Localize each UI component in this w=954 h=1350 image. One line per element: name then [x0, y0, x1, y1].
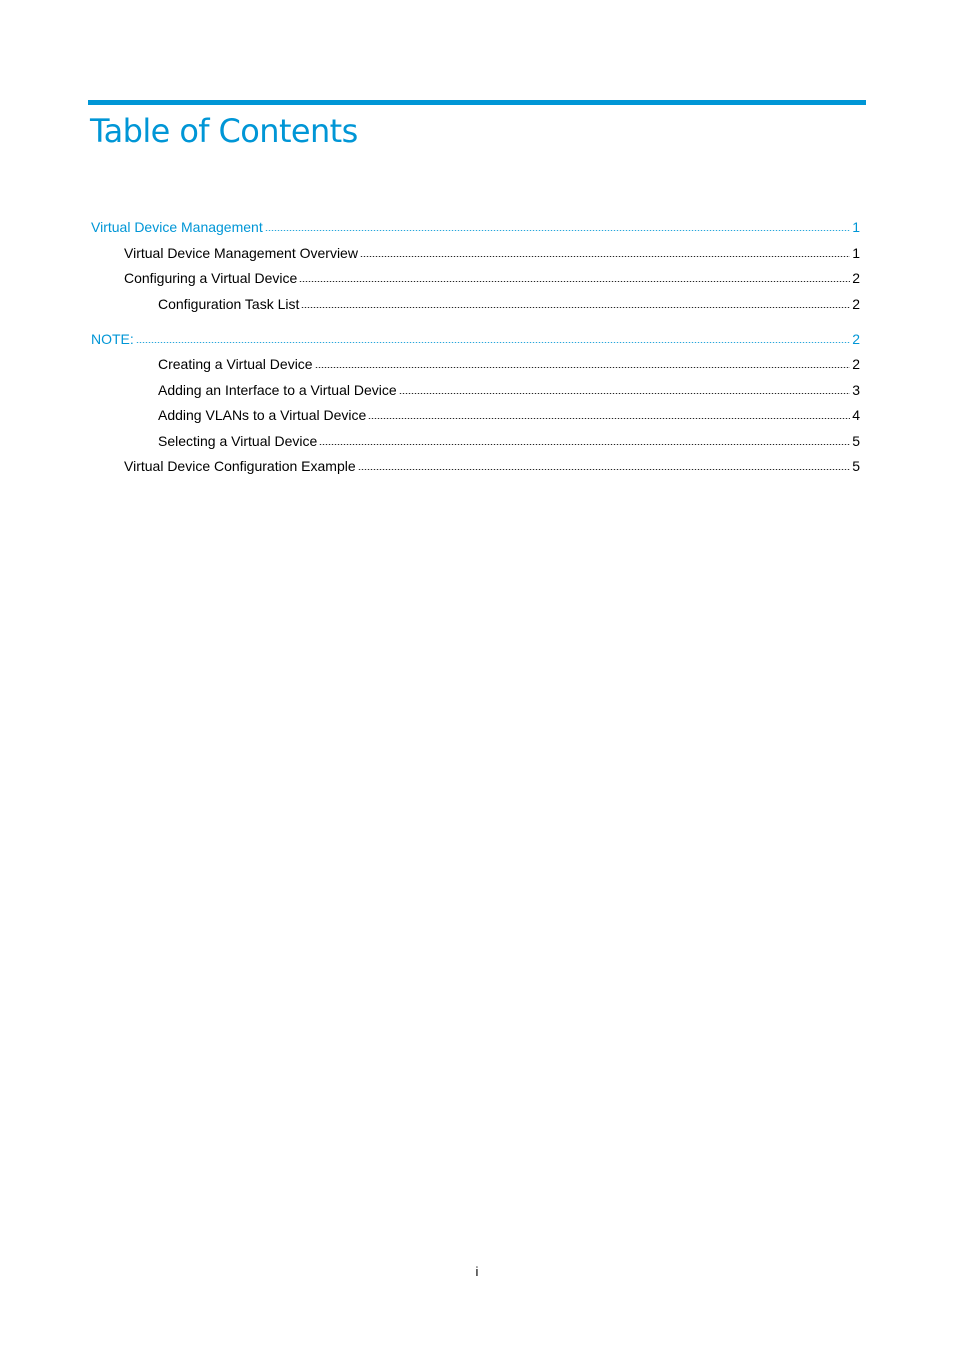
toc-entry-configuration-task-list[interactable] — [158, 295, 860, 313]
toc-entry-page: 1 — [852, 245, 860, 261]
toc-entry-label: Virtual Device Configuration Example — [124, 458, 356, 474]
toc-entry-adding-vlans[interactable] — [158, 406, 860, 424]
toc-entry-page: 5 — [852, 458, 860, 474]
toc-dot-leader — [315, 367, 851, 368]
toc-entry-label: Virtual Device Management Overview — [124, 245, 358, 261]
toc-entry-label: Configuration Task List — [158, 296, 300, 312]
toc-entry-virtual-device-management[interactable] — [91, 218, 860, 236]
toc-entry-page: 2 — [852, 331, 860, 347]
toc-entry-label: Configuring a Virtual Device — [124, 270, 298, 286]
toc-entry-page: 2 — [852, 296, 860, 312]
toc-dot-leader — [360, 256, 850, 257]
toc-dot-leader — [136, 342, 850, 343]
toc-entry-page: 4 — [852, 407, 860, 423]
toc-entry-label: Virtual Device Management — [91, 219, 263, 235]
toc-entry-page: 1 — [852, 219, 860, 235]
toc-entry-label: Selecting a Virtual Device — [158, 433, 318, 449]
page-title: Table of Contents — [90, 112, 358, 150]
toc-dot-leader — [301, 307, 850, 308]
toc-entry-virtual-device-management-overview[interactable] — [124, 244, 860, 262]
toc-dot-leader — [265, 230, 850, 231]
header-rule — [88, 100, 866, 105]
toc-dot-leader — [368, 418, 850, 419]
toc-entry-page: 5 — [852, 433, 860, 449]
toc-dot-leader — [399, 393, 851, 394]
page-number: i — [475, 1264, 479, 1279]
toc-entry-label: NOTE: — [91, 331, 134, 347]
toc-entry-adding-an-interface[interactable] — [158, 381, 860, 399]
toc-entry-creating-a-virtual-device[interactable] — [158, 355, 860, 373]
toc-dot-leader — [319, 444, 850, 445]
toc-entry-page: 2 — [852, 356, 860, 372]
toc-entry-page: 3 — [852, 382, 860, 398]
toc-entry-note[interactable] — [91, 330, 860, 348]
toc-entry-page: 2 — [852, 270, 860, 286]
toc-dot-leader — [358, 469, 851, 470]
toc-dot-leader — [299, 281, 850, 282]
toc-entry-configuring-a-virtual-device[interactable] — [124, 269, 860, 287]
toc-entry-selecting-a-virtual-device[interactable] — [158, 432, 860, 450]
toc-entry-label: Adding VLANs to a Virtual Device — [158, 407, 367, 423]
toc-entry-label: Adding an Interface to a Virtual Device — [158, 382, 397, 398]
toc-entry-label: Creating a Virtual Device — [158, 356, 313, 372]
toc-entry-virtual-device-configuration-example[interactable] — [124, 457, 860, 475]
